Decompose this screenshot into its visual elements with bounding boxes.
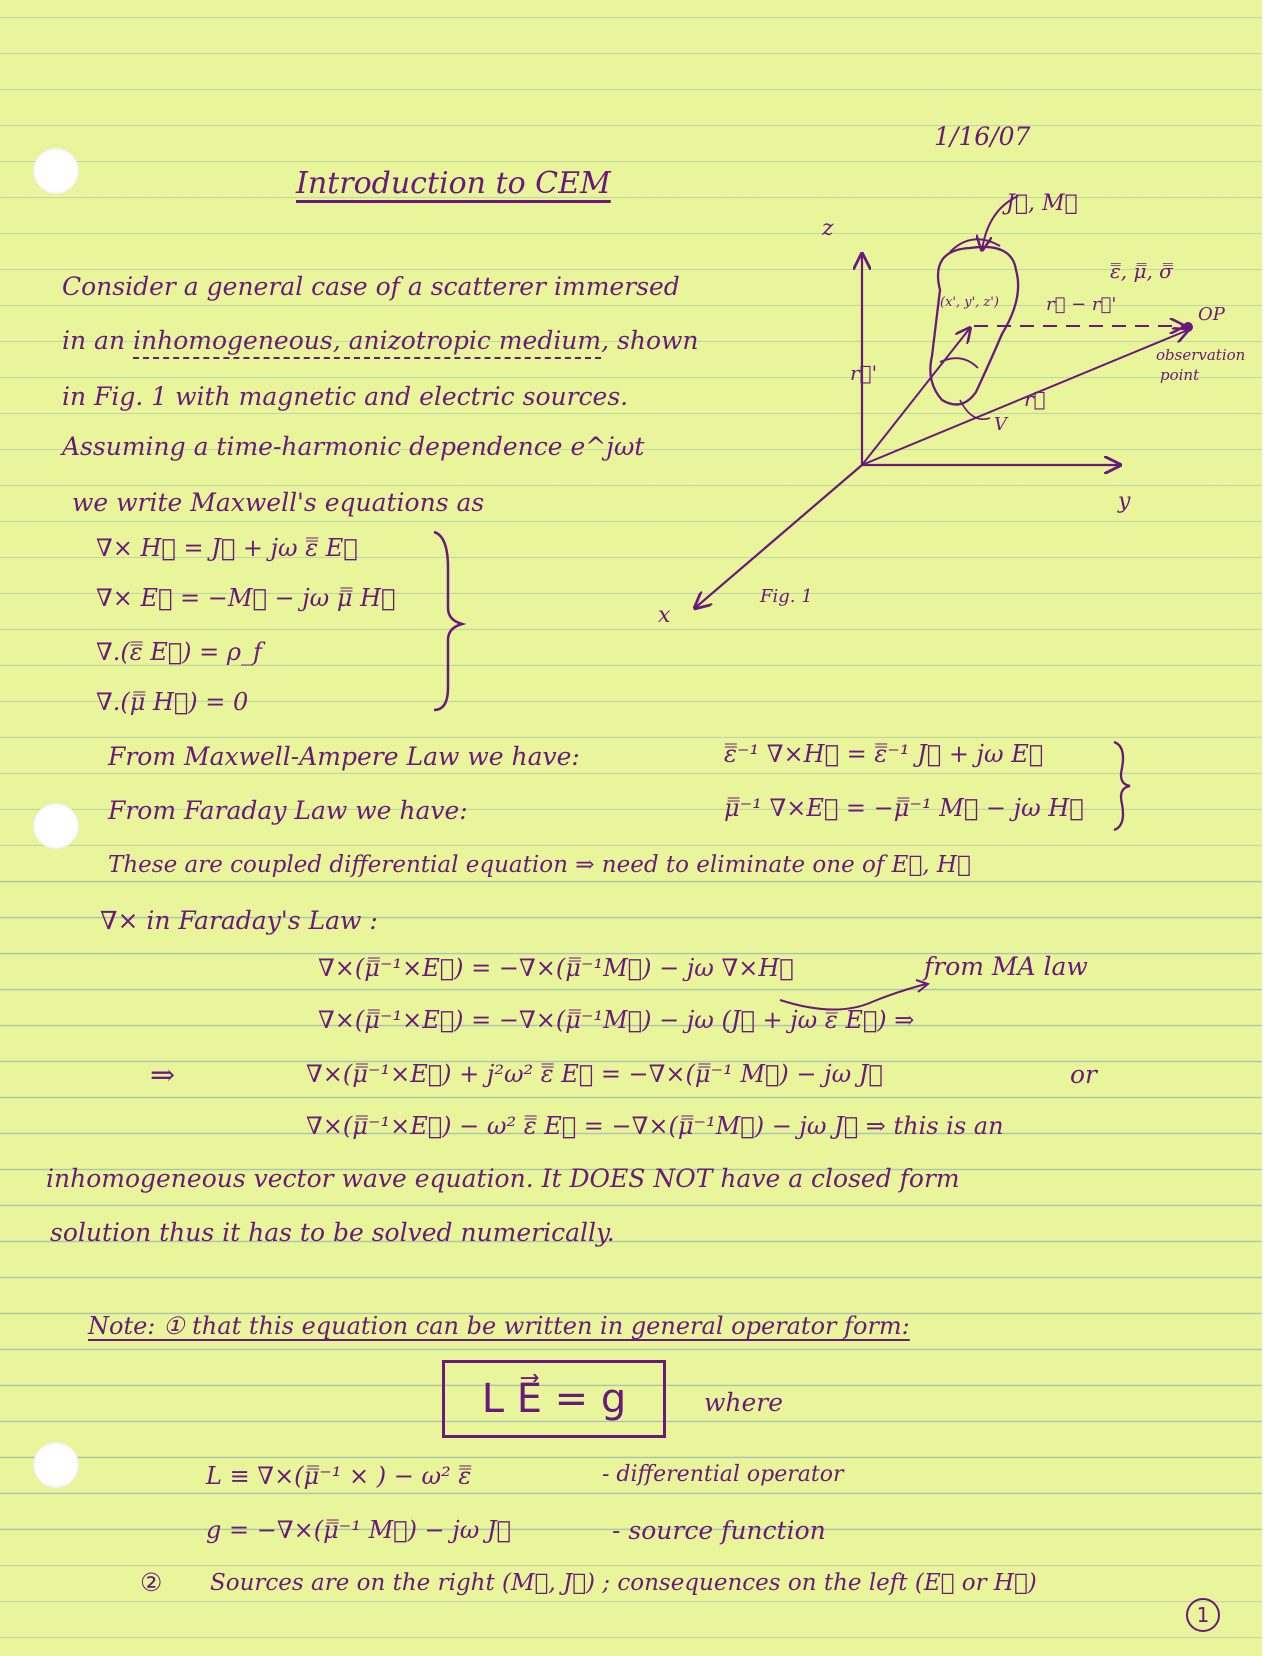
intro-line-3: in Fig. 1 with magnetic and electric sources.: [62, 382, 629, 411]
op-label: OP: [1198, 304, 1225, 325]
coupled-note: These are coupled differential equation ⇒ need to eliminate one of E⃗, H⃗: [108, 852, 971, 878]
figure-caption: Fig. 1: [760, 586, 813, 607]
intro-line-2-medium: inhomogeneous, anizotropic medium: [133, 326, 601, 359]
intro-line-1: Consider a general case of a scatterer immersed: [62, 272, 680, 301]
ma-law-intro: From Maxwell-Ampere Law we have:: [108, 742, 580, 771]
derivation-line-3: ∇×(μ̿⁻¹×E⃗) + j²ω² ε̿ E⃗ = −∇×(μ̿⁻¹ M⃗) − jω J⃗: [306, 1060, 883, 1088]
binder-hole-middle: [33, 803, 79, 849]
source-definition: g = −∇×(μ̿⁻¹ M⃗) − jω J⃗: [206, 1516, 511, 1544]
volume-label: V: [994, 414, 1007, 435]
derivation-line-1: ∇×(μ̿⁻¹×E⃗) = −∇×(μ̿⁻¹M⃗) − jω ∇×H⃗: [318, 954, 794, 982]
y-axis-label: y: [1118, 489, 1131, 514]
curl-intro: ∇× in Faraday's Law :: [100, 906, 378, 935]
source-point-label: (x', y', z'): [940, 295, 999, 310]
operator-where: where: [704, 1388, 784, 1417]
maxwell-eq-2: ∇× E⃗ = −M⃗ − jω μ̿ H⃗: [96, 584, 396, 612]
derivation-line-4: ∇×(μ̿⁻¹×E⃗) − ω² ε̿ E⃗ = −∇×(μ̿⁻¹M⃗) − jω J⃗ ⇒ this is an: [306, 1112, 1004, 1140]
page-number: 1: [1186, 1598, 1220, 1632]
r-label: r⃗: [1024, 387, 1046, 411]
note-item-2: Sources are on the right (M⃗, J⃗) ; consequences on the left (E⃗ or H⃗): [210, 1570, 1037, 1596]
note-item-2-number: ②: [140, 1568, 163, 1597]
operator-equation: L E⃗ = g: [481, 1376, 627, 1422]
ma-law-equation: ε̿⁻¹ ∇×H⃗ = ε̿⁻¹ J⃗ + jω E⃗: [724, 740, 1044, 768]
observation-label-1: observation: [1156, 346, 1246, 364]
maxwell-brace: [430, 528, 470, 714]
source-description: - source function: [612, 1516, 826, 1545]
faraday-law-intro: From Faraday Law we have:: [108, 796, 468, 825]
maxwell-eq-3: ∇.(ε̿ E⃗) = ρ_f: [96, 638, 262, 666]
derivation-implies: ⇒: [150, 1058, 176, 1093]
scatterer-lower: [940, 358, 978, 368]
binder-hole-top: [33, 148, 79, 194]
observation-label-2: point: [1160, 366, 1200, 384]
operator-definition: L ≡ ∇×(μ̿⁻¹ × ) − ω² ε̿: [206, 1462, 472, 1490]
r-prime-label: r⃗': [850, 361, 878, 385]
operator-equation-box: [442, 1360, 666, 1438]
intro-line-2: [62, 326, 699, 355]
page-title: Introduction to CEM: [296, 166, 611, 201]
tensors-label: ε̿, μ̿, σ̿: [1110, 259, 1173, 283]
observation-point: [1183, 322, 1193, 332]
maxwell-eq-4: ∇.(μ̿ H⃗) = 0: [96, 688, 249, 716]
binder-hole-bottom: [33, 1442, 79, 1488]
derivation-line-2: ∇×(μ̿⁻¹×E⃗) = −∇×(μ̿⁻¹M⃗) − jω (J⃗ + jω ε̿ E⃗) ⇒: [318, 1006, 915, 1034]
intro-line-2a: in an: [62, 326, 126, 355]
z-axis-label: z: [822, 216, 834, 241]
r-minus-r-prime-label: r⃗ − r⃗': [1046, 294, 1117, 315]
operator-description: - differential operator: [602, 1462, 844, 1487]
intro-line-4: Assuming a time-harmonic dependence e^jωt: [62, 432, 645, 461]
derivation-or: or: [1070, 1060, 1098, 1089]
laws-brace: [1108, 738, 1138, 834]
conclusion-line-2: solution thus it has to be solved numerically.: [50, 1218, 615, 1247]
conclusion-line-1: inhomogeneous vector wave equation. It DOES NOT have a closed form: [46, 1164, 960, 1193]
r-prime-vector: [862, 328, 970, 465]
date: 1/16/07: [934, 122, 1031, 151]
maxwell-eq-1: ∇× H⃗ = J⃗ + jω ε̿ E⃗: [96, 534, 358, 562]
note-label: Note: ① that this equation can be written in general operator form:: [88, 1312, 910, 1340]
x-axis-label: x: [658, 603, 671, 628]
intro-line-2c: , shown: [601, 326, 699, 355]
derivation-note-ma: from MA law: [924, 952, 1088, 981]
sources-label: J⃗, M⃗: [1006, 191, 1078, 216]
page-edge: [1262, 0, 1280, 1656]
intro-line-5: we write Maxwell's equations as: [72, 488, 485, 517]
figure-1: [640, 130, 1260, 650]
faraday-law-equation: μ̿⁻¹ ∇×E⃗ = −μ̿⁻¹ M⃗ − jω H⃗: [724, 794, 1084, 822]
